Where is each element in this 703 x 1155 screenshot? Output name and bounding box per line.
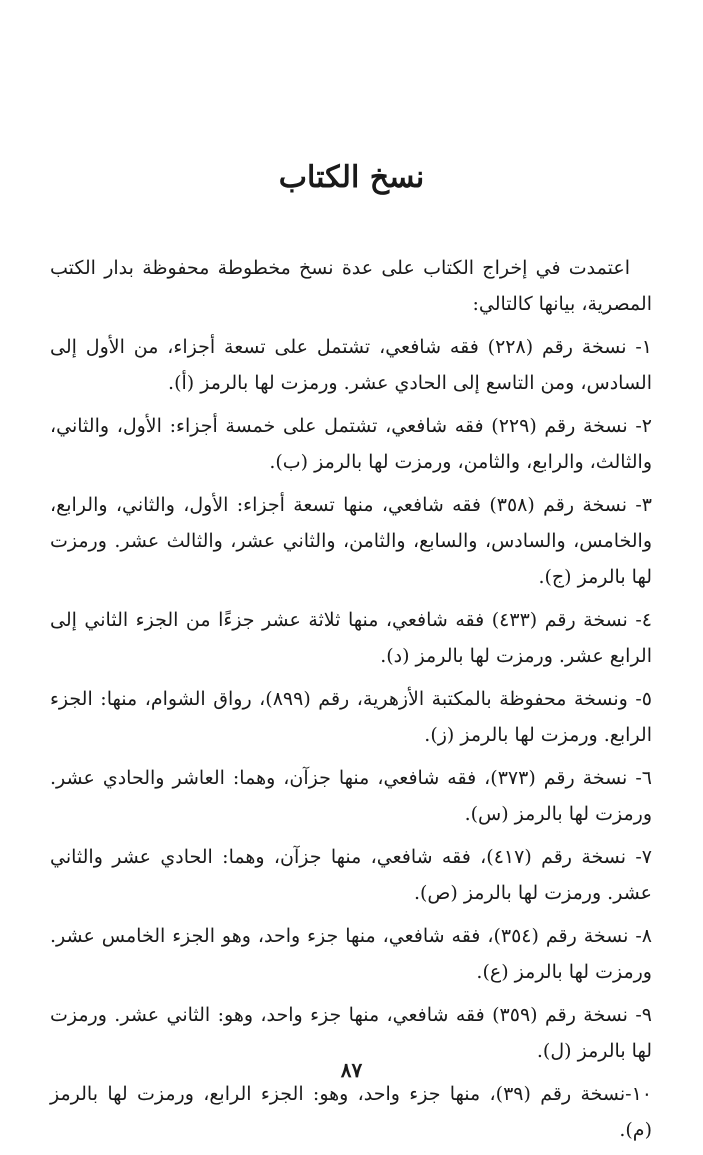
intro-paragraph: اعتمدت في إخراج الكتاب على عدة نسخ مخطوطة محفوظة بدار الكتب المصرية، بيانها كالتالي: [50, 257, 652, 315]
manuscript-item-2: ٢- نسخة رقم (٢٢٩) فقه شافعي، تشتمل على خمسة أجزاء: الأول، والثاني، والثالث، والرابع، والثامن، ورمزت لها بالرمز (ب). [50, 415, 652, 473]
page-title: نسخ الكتاب [278, 160, 425, 195]
manuscript-item-10: ١٠-نسخة رقم (٣٩)، منها جزء واحد، وهو: الجزء الرابع، ورمزت لها بالرمز (م). [50, 1083, 652, 1141]
manuscript-item-1: ١- نسخة رقم (٢٢٨) فقه شافعي، تشتمل على تسعة أجزاء، من الأول إلى السادس، ومن التاسع إلى الحادي عشر. ورمزت لها بالرمز (أ). [50, 336, 652, 394]
manuscript-item-7: ٧- نسخة رقم (٤١٧)، فقه شافعي، منها جزآن، وهما: الحادي عشر والثاني عشر. ورمزت لها بالرمز (ص). [50, 846, 653, 904]
manuscript-item-4: ٤- نسخة رقم (٤٣٣) فقه شافعي، منها ثلاثة عشر جزءًا من الجزء الثاني إلى الرابع عشر. ورمزت لها بالرمز (د). [50, 609, 652, 667]
manuscript-item-6: ٦- نسخة رقم (٣٧٣)، فقه شافعي، منها جزآن، وهما: العاشر والحادي عشر. ورمزت لها بالرمز (س). [50, 767, 652, 825]
page-number: ٨٧ [340, 1058, 363, 1082]
manuscript-item-8: ٨- نسخة رقم (٣٥٤)، فقه شافعي، منها جزء واحد، وهو الجزء الخامس عشر. ورمزت لها بالرمز (ع). [50, 925, 652, 983]
page-body [50, 250, 652, 1155]
manuscript-item-3: ٣- نسخة رقم (٣٥٨) فقه شافعي، منها تسعة أجزاء: الأول، والثاني، والرابع، والخامس، والسادس، والسابع، والثامن، والثاني عشر، والثالث عشر. ورمزت لها بالرمز (ج). [50, 494, 653, 588]
manuscript-item-5: ٥- ونسخة محفوظة بالمكتبة الأزهرية، رقم (٨٩٩)، رواق الشوام، منها: الجزء الرابع. ورمزت لها بالرمز (ز). [50, 688, 652, 746]
manuscript-item-9: ٩- نسخة رقم (٣٥٩) فقه شافعي، منها جزء واحد، وهو: الثاني عشر. ورمزت لها بالرمز (ل). [50, 1004, 652, 1062]
